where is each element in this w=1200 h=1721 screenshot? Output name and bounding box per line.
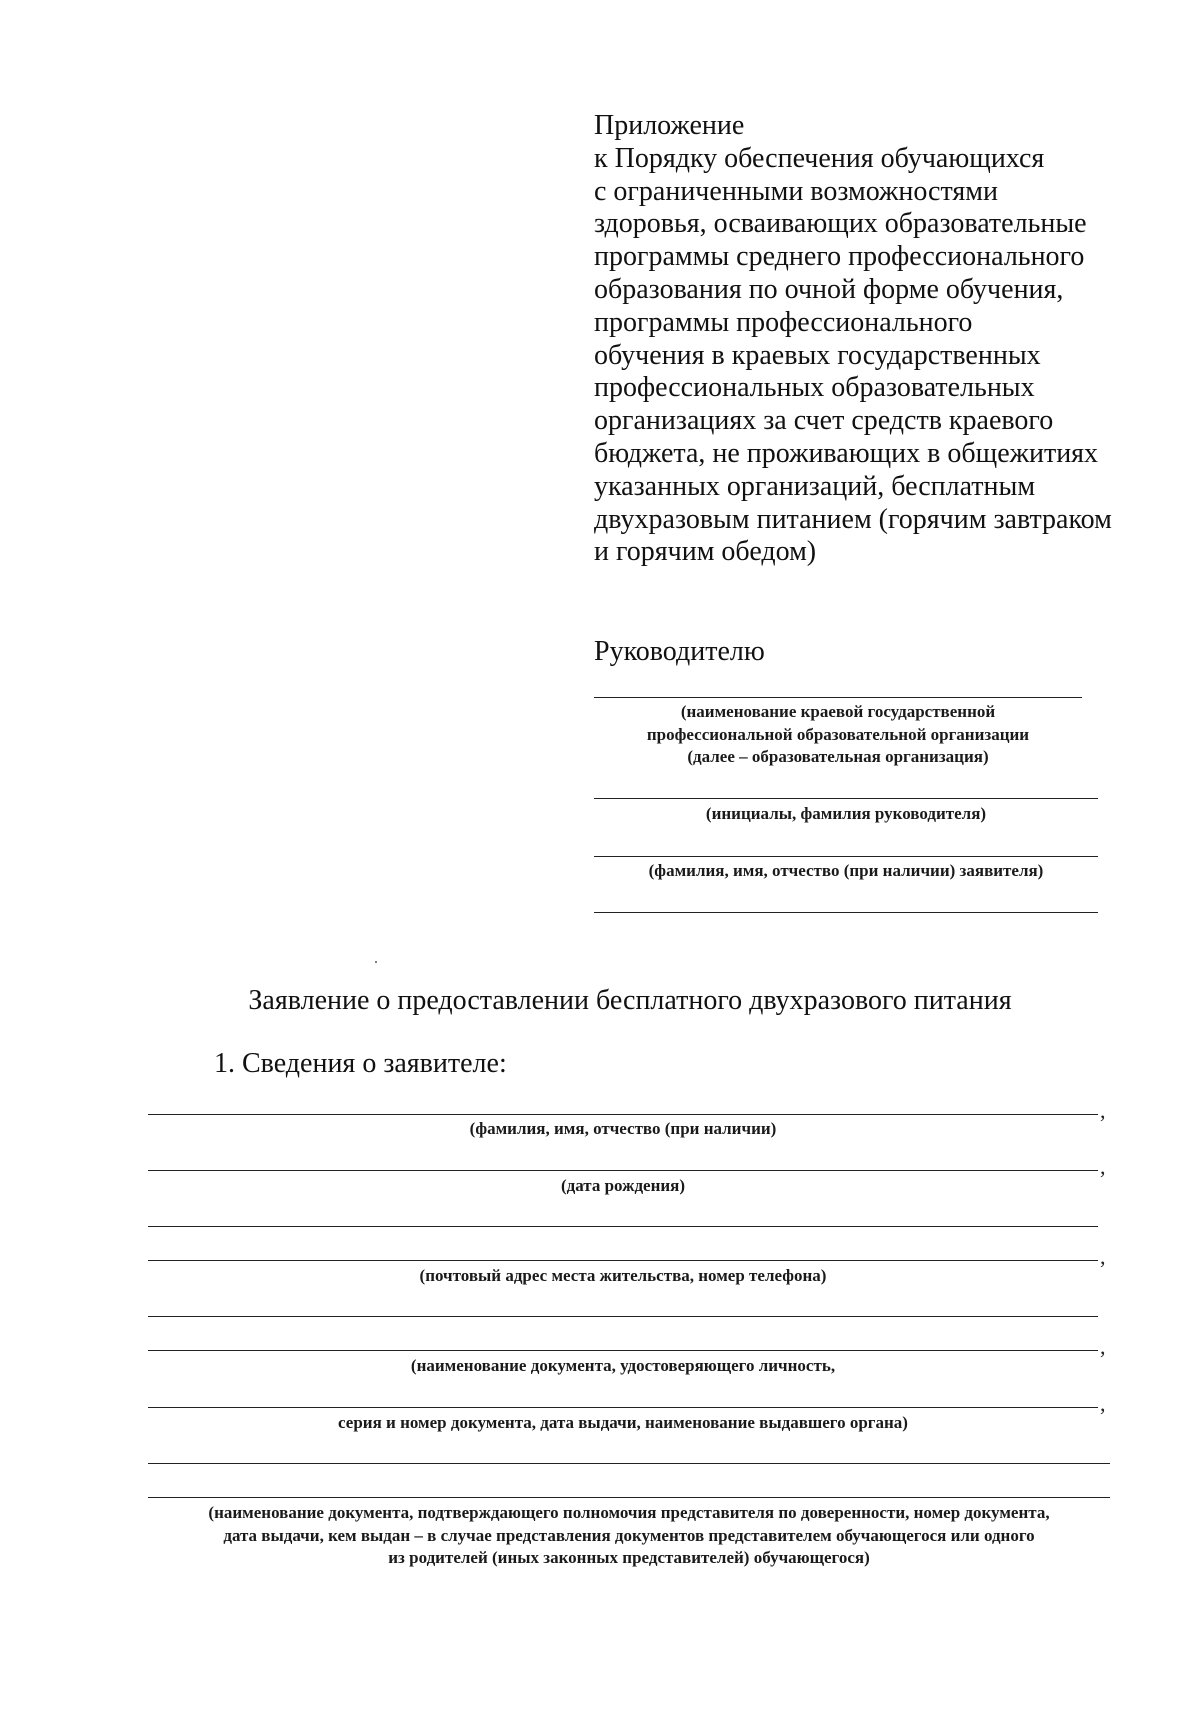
- scan-speck: [375, 961, 377, 963]
- id-doc-caption: (наименование документа, удостоверяющего личность,: [410, 1356, 836, 1375]
- address-line-1[interactable]: [148, 1226, 1098, 1227]
- appendix-line: программы среднего профессионального: [594, 241, 1085, 273]
- id-details-caption: серия и номер документа, дата выдачи, наименование выдавшего органа): [338, 1413, 908, 1432]
- applicant-name-line[interactable]: [594, 856, 1098, 857]
- applicant-name-caption: (фамилия, имя, отчество (при наличии) заявителя): [648, 861, 1044, 880]
- fio-comma: ,: [1100, 1098, 1106, 1123]
- id-doc-line-1[interactable]: [148, 1316, 1098, 1317]
- fio-line[interactable]: [148, 1114, 1098, 1115]
- appendix-line: и горячим обедом): [594, 536, 817, 568]
- id-details-line[interactable]: [148, 1407, 1098, 1408]
- appendix-line: бюджета, не проживающих в общежитиях: [594, 437, 1099, 469]
- appendix-line: образования по очной форме обучения,: [594, 273, 1064, 305]
- appendix-header: [594, 110, 1154, 569]
- address-line-2[interactable]: [148, 1260, 1098, 1261]
- appendix-line: указанных организаций, бесплатным: [594, 470, 1036, 502]
- document-title: Заявление о предоставлении бесплатного двухразового питания: [248, 985, 1012, 1016]
- org-name-line[interactable]: [594, 697, 1082, 698]
- appendix-line: здоровья, осваивающих образовательные: [594, 208, 1087, 240]
- org-name-caption: (наименование краевой государственной профессиональной образовательной организации (далее – образовательная организация): [646, 702, 1030, 766]
- proxy-doc-line-2[interactable]: [148, 1497, 1110, 1498]
- addressee-label: Руководителю: [594, 636, 765, 667]
- appendix-line: с ограниченными возможностями: [594, 175, 998, 207]
- address-caption: (почтовый адрес места жительства, номер телефона): [419, 1266, 827, 1285]
- appendix-line: организациях за счет средств краевого: [594, 405, 1054, 437]
- birth-date-caption: (дата рождения): [560, 1176, 686, 1195]
- id-details-comma: ,: [1100, 1391, 1106, 1416]
- id-doc-comma: ,: [1100, 1334, 1106, 1359]
- appendix-line: двухразовым питанием (горячим завтраком: [594, 503, 1112, 535]
- head-name-caption: (инициалы, фамилия руководителя): [705, 804, 987, 823]
- proxy-doc-caption: (наименование документа, подтверждающего полномочия представителя по доверенности, номер документа, дата выдачи, кем выдан – в случае представления документов представителем обучающегося или одного из родителей (иных законных представителей) обучающегося): [208, 1503, 1050, 1567]
- id-doc-line-2[interactable]: [148, 1350, 1098, 1351]
- section-1-title: 1. Сведения о заявителе:: [214, 1048, 507, 1079]
- applicant-extra-line[interactable]: [594, 912, 1098, 913]
- appendix-line: программы профессионального: [594, 306, 973, 338]
- birth-date-comma: ,: [1100, 1154, 1106, 1179]
- appendix-line: к Порядку обеспечения обучающихся: [594, 142, 1045, 174]
- fio-caption: (фамилия, имя, отчество (при наличии): [469, 1119, 777, 1138]
- address-comma: ,: [1100, 1244, 1106, 1269]
- proxy-doc-line-1[interactable]: [148, 1463, 1110, 1464]
- appendix-line: обучения в краевых государственных: [594, 339, 1041, 371]
- head-name-line[interactable]: [594, 798, 1098, 799]
- appendix-line: Приложение: [594, 110, 745, 141]
- appendix-line: профессиональных образовательных: [594, 372, 1035, 404]
- birth-date-line[interactable]: [148, 1170, 1098, 1171]
